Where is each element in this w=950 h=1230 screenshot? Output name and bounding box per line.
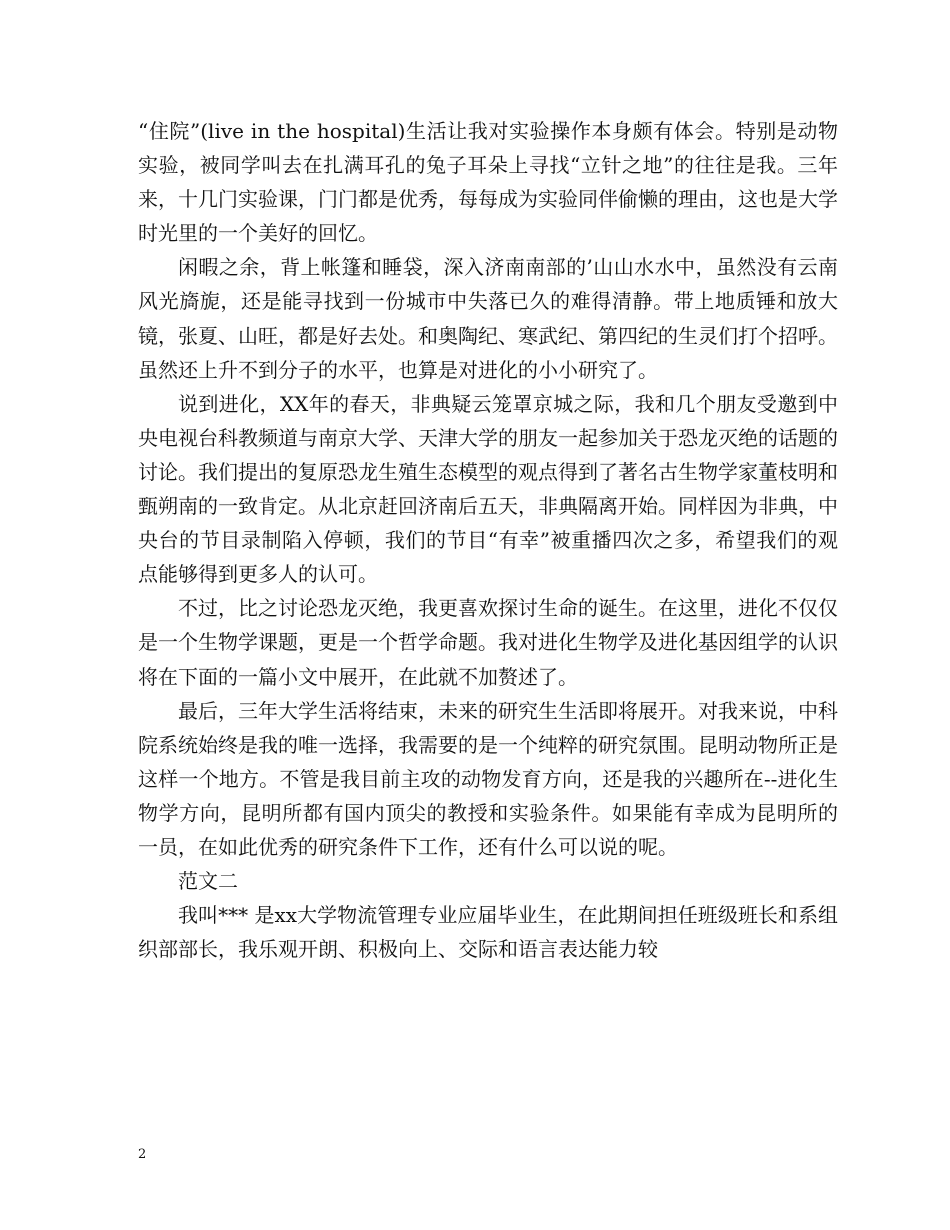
section-heading-sample-two: 范文二	[178, 869, 238, 894]
page-number: 2	[138, 1147, 147, 1162]
paragraph-hospital-life: “住院”(live in the hospital)生活让我对实验操作本身颇有体会。特别是动物实验，被同学叫去在扎满耳孔的兔子耳朵上寻找“立针之地”的往往是我。三年来，十几门实验课，门门都是优秀，每每成为实验同伴偷懒的理由，这也是大学时光里的一个美好的回忆。	[138, 119, 838, 246]
paragraph-leisure-hiking: 闲暇之余，背上帐篷和睡袋，深入济南南部的’山山水水中，虽然没有云南风光旖旎，还是能寻找到一份城市中失落已久的难得清静。带上地质锤和放大镜，张夏、山旺，都是好去处。和奥陶纪、寒武纪、第四纪的生灵们打个招呼。虽然还上升不到分子的水平，也算是对进化的小小研究了。	[138, 255, 838, 382]
body-text	[138, 114, 838, 966]
paragraph-future-research: 最后，三年大学生活将结束，未来的研究生生活即将展开。对我来说，中科院系统始终是我的唯一选择，我需要的是一个纯粹的研究氛围。昆明动物所正是这样一个地方。不管是我目前主攻的动物发育方向，还是我的兴趣所在--进化生物学方向，昆明所都有国内顶尖的教授和实验条件。如果能有幸成为昆明所的 一员，在如此优秀的研究条件下工作，还有什么可以说的呢。	[138, 698, 838, 859]
paragraph-evolution-discussion: 说到进化，XX年的春天，非典疑云笼罩京城之际，我和几个朋友受邀到中央电视台科教频道与南京大学、天津大学的朋友一起参加关于恐龙灭绝的话题的讨论。我们提出的复原恐龙生殖生态模型的观点得到了著名古生物学家董枝明和甄朔南的一致肯定。从北京赶回济南后五天，非典隔离开始。同样因为非典，中央台的节目录制陷入停顿，我们的节目“有幸”被重播四次之多，希望我们的观点能够得到更多人的认可。	[138, 391, 838, 587]
paragraph-self-introduction: 我叫*** 是xx大学物流管理专业应届毕业生，在此期间担任班级班长和系组织部部长，我乐观开朗、积极向上、交际和语言表达能力较	[138, 903, 838, 962]
paragraph-origin-of-life: 不过，比之讨论恐龙灭绝，我更喜欢探讨生命的诞生。在这里，进化不仅仅是一个生物学课题，更是一个哲学命题。我对进化生物学及进化基因组学的认识将在下面的一篇小文中展开，在此就不加赘述了。	[138, 596, 838, 689]
